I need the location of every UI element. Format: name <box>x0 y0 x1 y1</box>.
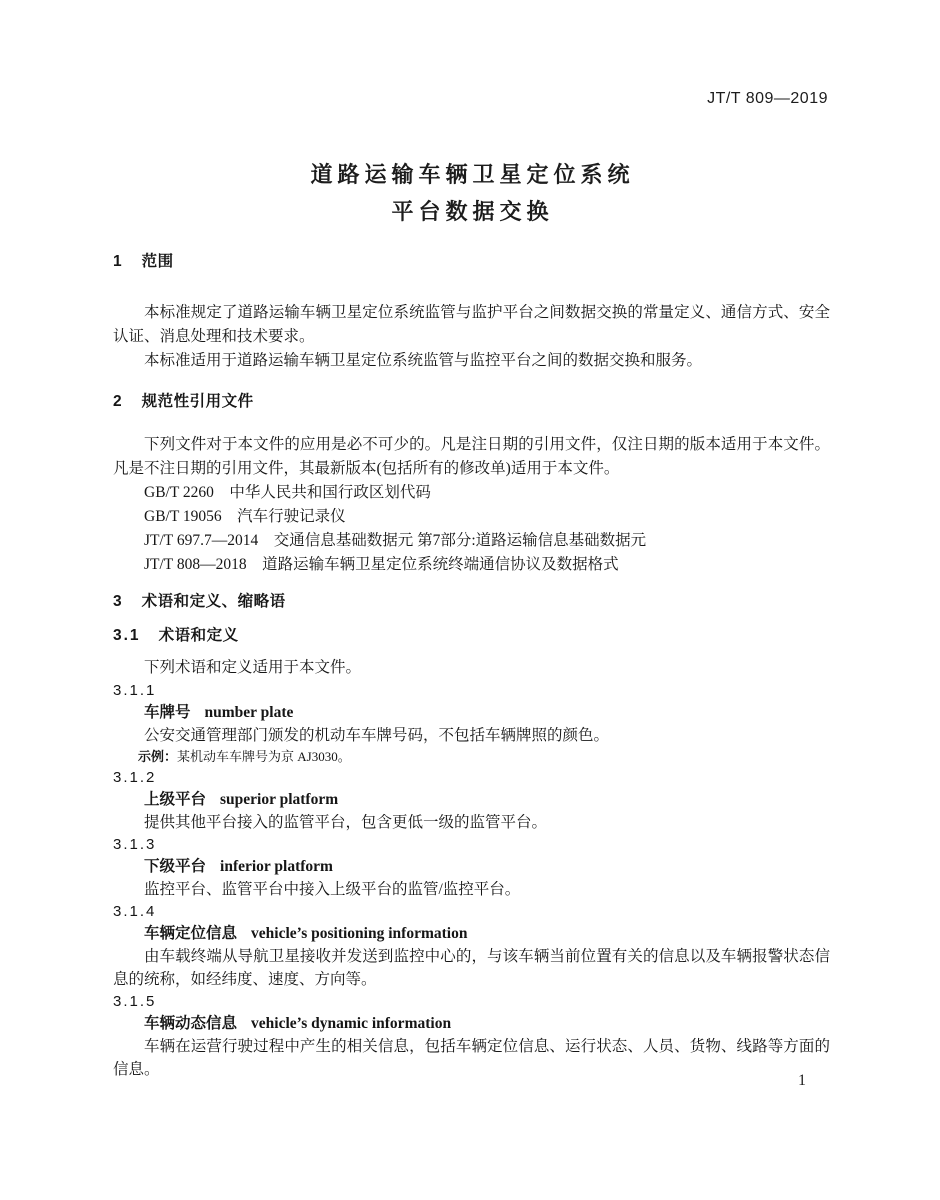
term-name <box>113 856 830 878</box>
term-name <box>113 1013 830 1035</box>
page-number: 1 <box>798 1072 806 1089</box>
term-name-zh: 车辆定位信息 <box>144 925 238 942</box>
reference-item: JT/T 697.7—2014 交通信息基础数据元 第7部分:道路运输信息基础数据元 <box>144 532 647 549</box>
scope-paragraph-1: 本标准规定了道路运输车辆卫星定位系统监管与监护平台之间数据交换的常量定义、通信方式、安全认证、消息处理和技术要求。 <box>113 304 830 345</box>
section-3-1-title: 术语和定义 <box>158 627 239 644</box>
term-name-zh: 下级平台 <box>144 858 207 875</box>
term-name <box>113 923 830 945</box>
reference-item: JT/T 808—2018 道路运输车辆卫星定位系统终端通信协议及数据格式 <box>144 556 619 573</box>
term-entry-3-1-1 <box>113 680 830 767</box>
doc-title-line2: 平台数据交换 <box>391 199 554 224</box>
section-1-heading <box>113 251 830 273</box>
scope-paragraph-2: 本标准适用于道路运输车辆卫星定位系统监管与监控平台之间的数据交换和服务。 <box>144 352 703 369</box>
term-definition: 提供其他平台接入的监管平台，包含更低一级的监管平台。 <box>144 814 548 831</box>
doc-code: JT/T 809—2019 <box>707 90 828 107</box>
example-text: 某机动车车牌号为京 AJ3030。 <box>177 749 351 764</box>
document-body <box>113 251 830 1081</box>
reference-item: GB/T 19056 汽车行驶记录仪 <box>144 508 346 525</box>
section-3-heading <box>113 591 830 613</box>
section-2-heading <box>113 391 830 413</box>
section-2-number: 2 <box>113 393 124 410</box>
term-name-zh: 车牌号 <box>144 704 191 721</box>
term-name-en: vehicle’s positioning information <box>251 925 468 942</box>
doc-title <box>0 156 940 230</box>
section-3-number: 3 <box>113 593 124 610</box>
term-clause-number: 3.1.5 <box>113 993 157 1010</box>
doc-title-line1: 道路运输车辆卫星定位系统 <box>310 162 635 187</box>
section-3-title: 术语和定义、缩略语 <box>141 593 286 610</box>
section-3-1-number: 3.1 <box>113 627 141 644</box>
term-name <box>113 789 830 811</box>
term-name-en: number plate <box>204 704 294 721</box>
term-name-en: vehicle’s dynamic information <box>251 1015 452 1032</box>
section-1-number: 1 <box>113 253 124 270</box>
term-name <box>113 702 830 724</box>
section-3-1-heading <box>113 625 830 647</box>
term-clause-number: 3.1.4 <box>113 903 157 920</box>
term-entry-3-1-2 <box>113 767 830 834</box>
term-definition: 车辆在运营行驶过程中产生的相关信息，包括车辆定位信息、运行状态、人员、货物、线路等方面的信息。 <box>113 1038 830 1078</box>
term-definition: 监控平台、监管平台中接入上级平台的监管/监控平台。 <box>144 881 521 898</box>
example-label: 示例： <box>138 749 178 764</box>
terms-intro: 下列术语和定义适用于本文件。 <box>144 659 362 676</box>
references-intro: 下列文件对于本文件的应用是必不可少的。凡是注日期的引用文件，仅注日期的版本适用于本文件。凡是不注日期的引用文件，其最新版本(包括所有的修改单)适用于本文件。 <box>113 436 830 477</box>
term-definition: 公安交通管理部门颁发的机动车车牌号码，不包括车辆牌照的颜色。 <box>144 727 610 744</box>
term-name-en: inferior platform <box>220 858 333 875</box>
term-clause-number: 3.1.2 <box>113 769 157 786</box>
term-clause-number: 3.1.3 <box>113 836 157 853</box>
term-entry-3-1-5 <box>113 991 830 1081</box>
reference-item: GB/T 2260 中华人民共和国行政区划代码 <box>144 484 431 501</box>
term-entry-3-1-3 <box>113 834 830 901</box>
term-name-en: superior platform <box>220 791 339 808</box>
section-2-title: 规范性引用文件 <box>141 393 254 410</box>
section-1-title: 范围 <box>141 253 174 270</box>
term-example <box>113 747 830 767</box>
term-name-zh: 上级平台 <box>144 791 207 808</box>
term-name-zh: 车辆动态信息 <box>144 1015 238 1032</box>
term-entry-3-1-4 <box>113 901 830 991</box>
term-clause-number: 3.1.1 <box>113 682 157 699</box>
term-definition: 由车载终端从导航卫星接收并发送到监控中心的，与该车辆当前位置有关的信息以及车辆报警状态信息的统称，如经纬度、速度、方向等。 <box>113 948 830 988</box>
